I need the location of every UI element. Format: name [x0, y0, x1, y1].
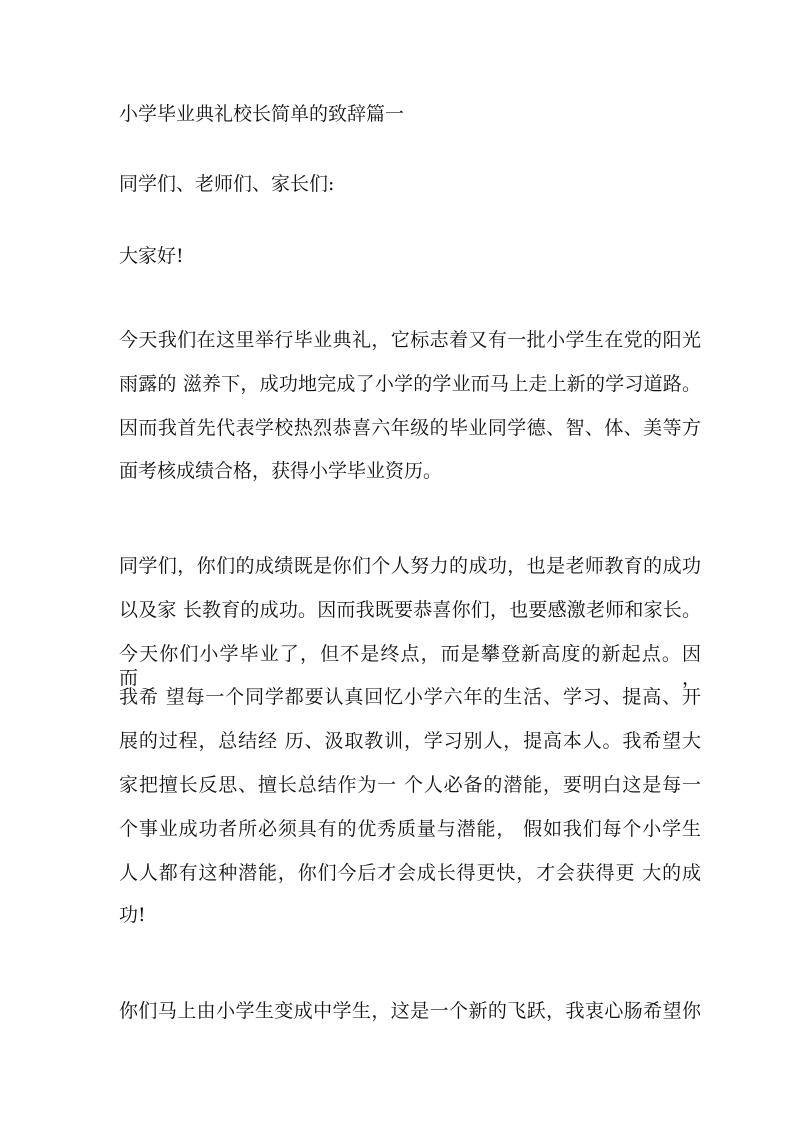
- greeting: 大家好!: [119, 245, 184, 267]
- paragraph-line: 今天我们在这里举行毕业典礼，它标志着又有一批小学生在党的阳光: [119, 329, 701, 351]
- paragraph-line: 以及家 长教育的成功。因而我既要恭喜你们，也要感激老师和家长。: [119, 599, 701, 621]
- paragraph-line: 人人都有这种潜能，你们今后才会成长得更快，才会获得更 大的成: [119, 862, 701, 884]
- paragraph-line: 今天你们小学毕业了，但不是终点，而是攀登新高度的新起点。因而，: [119, 643, 701, 689]
- paragraph-line: 家把擅长反思、擅长总结作为一 个人必备的潜能，要明白这是每一: [119, 774, 701, 796]
- salutation: 同学们、老师们、家长们:: [119, 173, 335, 195]
- paragraph-line: 因而我首先代表学校热烈恭喜六年级的毕业同学德、智、体、美等方: [119, 417, 701, 439]
- paragraph-line: 面考核成绩合格，获得小学毕业资历。: [119, 460, 443, 482]
- paragraph-line: 个事业成功者所必须具有的优秀质量与潜能， 假如我们每个小学生: [119, 818, 701, 840]
- paragraph-line: 你们马上由小学生变成中学生，这是一个新的飞跃，我衷心肠希望你: [119, 1000, 701, 1022]
- paragraph-line: 雨露的 滋养下，成功地完成了小学的学业而马上走上新的学习道路。: [119, 373, 701, 395]
- paragraph-line: 同学们，你们的成绩既是你们个人努力的成功，也是老师教育的成功: [119, 555, 701, 577]
- paragraph-line: 功!: [119, 904, 146, 926]
- document-title: 小学毕业典礼校长简单的致辞篇一: [119, 103, 405, 125]
- paragraph-line: 我希 望每一个同学都要认真回忆小学六年的生活、学习、提高、开: [119, 686, 701, 708]
- paragraph-line: 展的过程，总结经 历、汲取教训，学习别人，提高本人。我希望大: [119, 730, 701, 752]
